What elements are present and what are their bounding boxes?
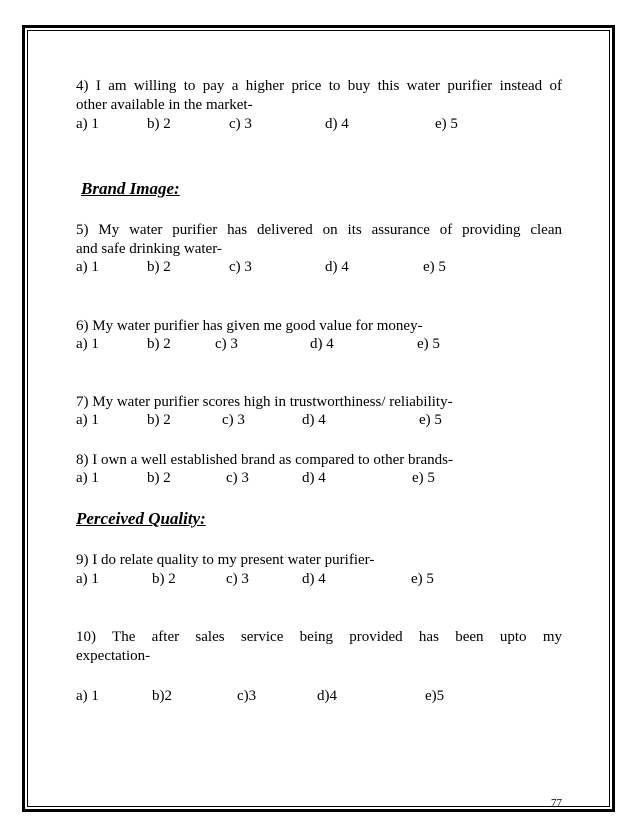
question-5-option-c: c) 3 <box>229 259 252 275</box>
question-8-option-d: d) 4 <box>302 470 326 486</box>
question-4-option-c: c) 3 <box>229 116 252 132</box>
question-5-option-d: d) 4 <box>325 259 349 275</box>
question-8-option-e: e) 5 <box>412 470 435 486</box>
question-10-line-2: expectation- <box>76 648 151 664</box>
question-8-option-a: a) 1 <box>76 470 99 486</box>
question-9-option-d: d) 4 <box>302 571 326 587</box>
question-5-option-e: e) 5 <box>423 259 446 275</box>
question-8-option-b: b) 2 <box>147 470 171 486</box>
question-10-option-e: e)5 <box>425 688 445 704</box>
question-6-option-d: d) 4 <box>310 336 334 352</box>
question-5-line-2: and safe drinking water- <box>76 241 222 257</box>
question-9-option-a: a) 1 <box>76 571 99 587</box>
question-7-option-c: c) 3 <box>222 412 245 428</box>
question-6-option-b: b) 2 <box>147 336 171 352</box>
question-7-option-d: d) 4 <box>302 412 326 428</box>
question-6-line-1: 6) My water purifier has given me good value for money- <box>76 318 423 334</box>
question-7-option-b: b) 2 <box>147 412 171 428</box>
question-9-line-1: 9) I do relate quality to my present water purifier- <box>76 552 375 568</box>
question-6-option-a: a) 1 <box>76 336 99 352</box>
question-10-option-a: a) 1 <box>76 688 99 704</box>
question-8-line-1: 8) I own a well established brand as compared to other brands- <box>76 452 453 468</box>
question-6-option-e: e) 5 <box>417 336 440 352</box>
question-10-option-c: c)3 <box>237 688 257 704</box>
question-7-option-a: a) 1 <box>76 412 99 428</box>
question-6-option-c: c) 3 <box>215 336 238 352</box>
section-heading-perceived-quality: Perceived Quality: <box>76 509 206 528</box>
question-10-option-d: d)4 <box>317 688 337 704</box>
question-4-option-e: e) 5 <box>435 116 458 132</box>
question-9-option-b: b) 2 <box>152 571 176 587</box>
question-8-option-c: c) 3 <box>226 470 249 486</box>
question-4-option-d: d) 4 <box>325 116 349 132</box>
question-9-option-c: c) 3 <box>226 571 249 587</box>
question-5-option-a: a) 1 <box>76 259 99 275</box>
section-heading-brand-image: Brand Image: <box>81 179 180 198</box>
question-5-option-b: b) 2 <box>147 259 171 275</box>
question-10-option-b: b)2 <box>152 688 172 704</box>
page-number: 77 <box>551 797 562 809</box>
question-9-option-e: e) 5 <box>411 571 434 587</box>
question-4-line-2: other available in the market- <box>76 97 253 113</box>
question-4-option-b: b) 2 <box>147 116 171 132</box>
question-7-line-1: 7) My water purifier scores high in trustworthiness/ reliability- <box>76 394 453 410</box>
question-5-line-1: 5) My water purifier has delivered on its assurance of providing clean <box>76 222 562 238</box>
question-7-option-e: e) 5 <box>419 412 442 428</box>
question-4-line-1: 4) I am willing to pay a higher price to buy this water purifier instead of <box>76 78 562 94</box>
question-10-line-1: 10) The after sales service being provided has been upto my <box>76 629 562 645</box>
question-4-option-a: a) 1 <box>76 116 99 132</box>
